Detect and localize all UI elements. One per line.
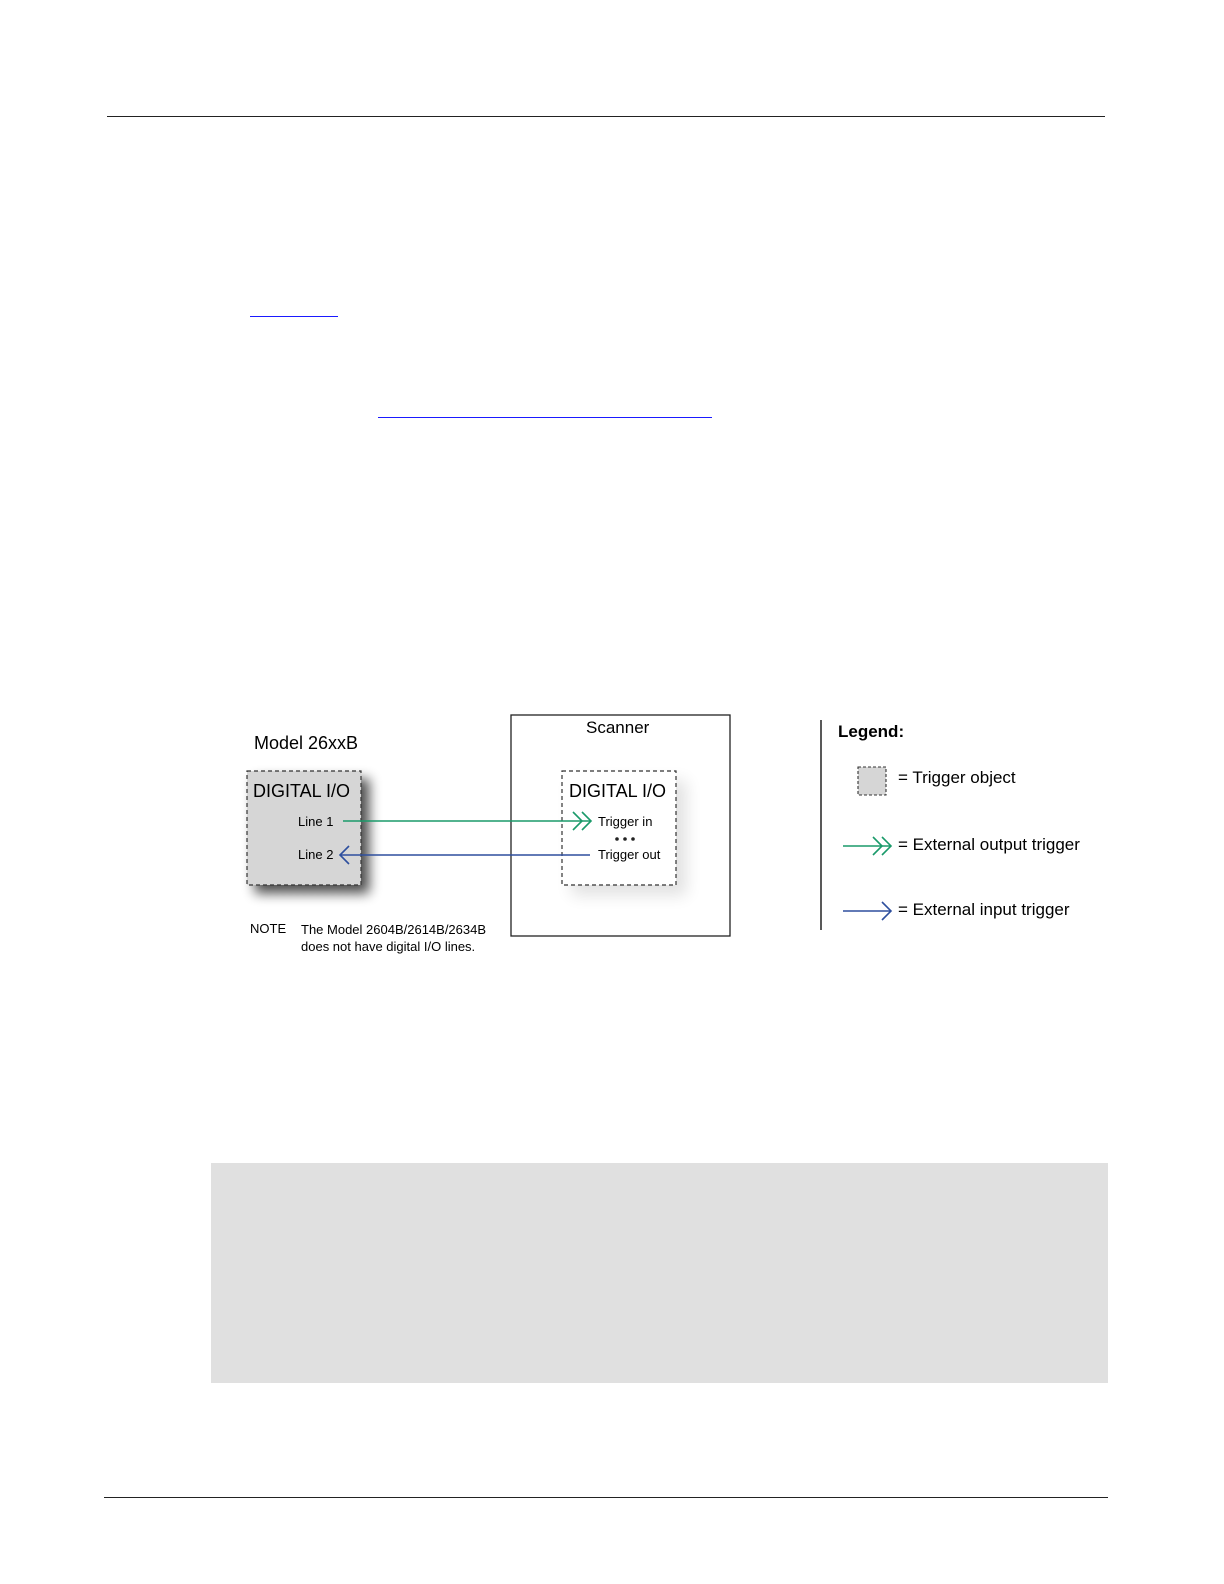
trigger-out-label: Trigger out xyxy=(598,847,661,862)
scanner-digital-io-label: DIGITAL I/O xyxy=(569,781,667,801)
line1-label: Line 1 xyxy=(298,814,334,829)
legend-title: Legend: xyxy=(838,722,905,741)
legend-output-trigger-label: = External output trigger xyxy=(898,835,1080,854)
legend-trigger-object-label: = Trigger object xyxy=(898,768,1016,787)
legend-input-trigger-label: = External input trigger xyxy=(898,900,1070,919)
model-title: Model 26xxB xyxy=(254,733,359,753)
note-text: The Model 2604B/2614B/2634B does not have digital I/O lines. xyxy=(301,922,487,954)
note-label: NOTE xyxy=(250,921,287,936)
model-digital-io-label: DIGITAL I/O xyxy=(253,781,351,801)
ellipsis-dot xyxy=(623,837,627,841)
legend-trigger-object-swatch xyxy=(858,767,886,795)
code-example-block xyxy=(211,1163,1108,1383)
ellipsis-dot xyxy=(615,837,619,841)
footer-rule xyxy=(104,1497,1108,1498)
ellipsis-dot xyxy=(631,837,635,841)
trigger-in-label: Trigger in xyxy=(598,814,653,829)
line2-label: Line 2 xyxy=(298,847,334,862)
scanner-title: Scanner xyxy=(586,718,650,737)
